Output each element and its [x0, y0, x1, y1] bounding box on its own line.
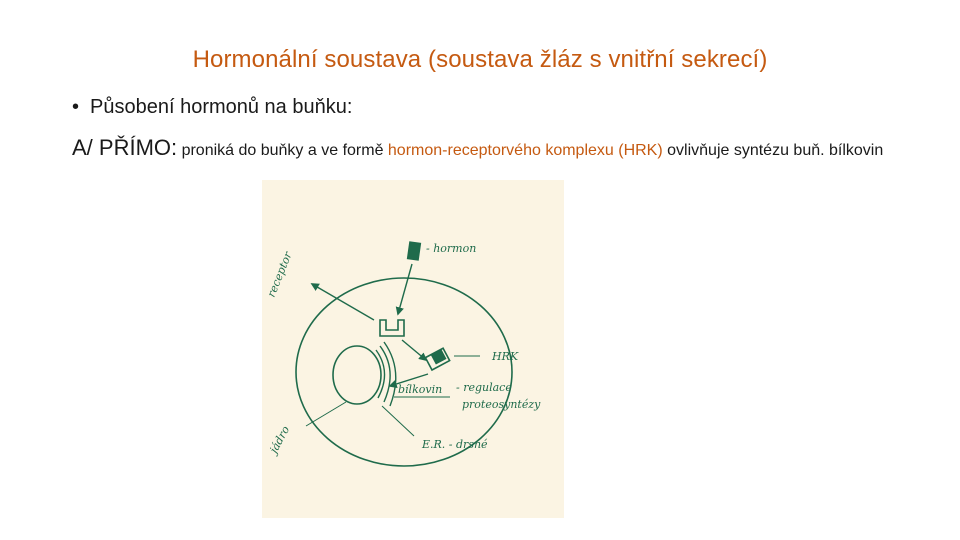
bullet-dot: • [72, 96, 80, 118]
label-hrk: HRK [492, 350, 519, 363]
receptor-shape [380, 320, 404, 336]
slide-title: Hormonální soustava (soustava žláz s vnitřní sekrecí) [192, 46, 768, 73]
bullet-item [72, 96, 352, 119]
hrk-shape [425, 348, 449, 370]
nucleus [333, 346, 381, 404]
para-text-2: ovlivňuje syntézu buň. bílkovin [662, 142, 884, 159]
hrk-arrow [402, 340, 426, 360]
bullet-text: Působení hormonů na buňku: [90, 96, 353, 118]
hormone-arrow [398, 264, 412, 314]
para-accent: hormon-receptorvého komplexu (HRK) [387, 142, 663, 159]
label-receptor: receptor [264, 249, 295, 300]
para-text-1: proniká do buňky a ve formě [177, 142, 388, 159]
label-jadro: jádro [267, 423, 293, 456]
receptor-arrow [312, 284, 374, 320]
label-hormon: - hormon [426, 242, 477, 255]
label-er: E.R. - drsné [422, 438, 488, 451]
label-bilkovin: bílkovin [398, 383, 443, 396]
label-regulace: - regulace [456, 381, 512, 394]
er-leader [382, 406, 414, 436]
para-lead: A/ PŘÍMO: [72, 135, 178, 160]
body-paragraph [72, 135, 892, 164]
nucleus-leader [306, 402, 346, 426]
cell-sketch [262, 180, 564, 518]
hormone-shape [407, 241, 421, 260]
label-proteosyntezy: proteosyntézy [462, 398, 541, 411]
cell-diagram [262, 180, 564, 518]
